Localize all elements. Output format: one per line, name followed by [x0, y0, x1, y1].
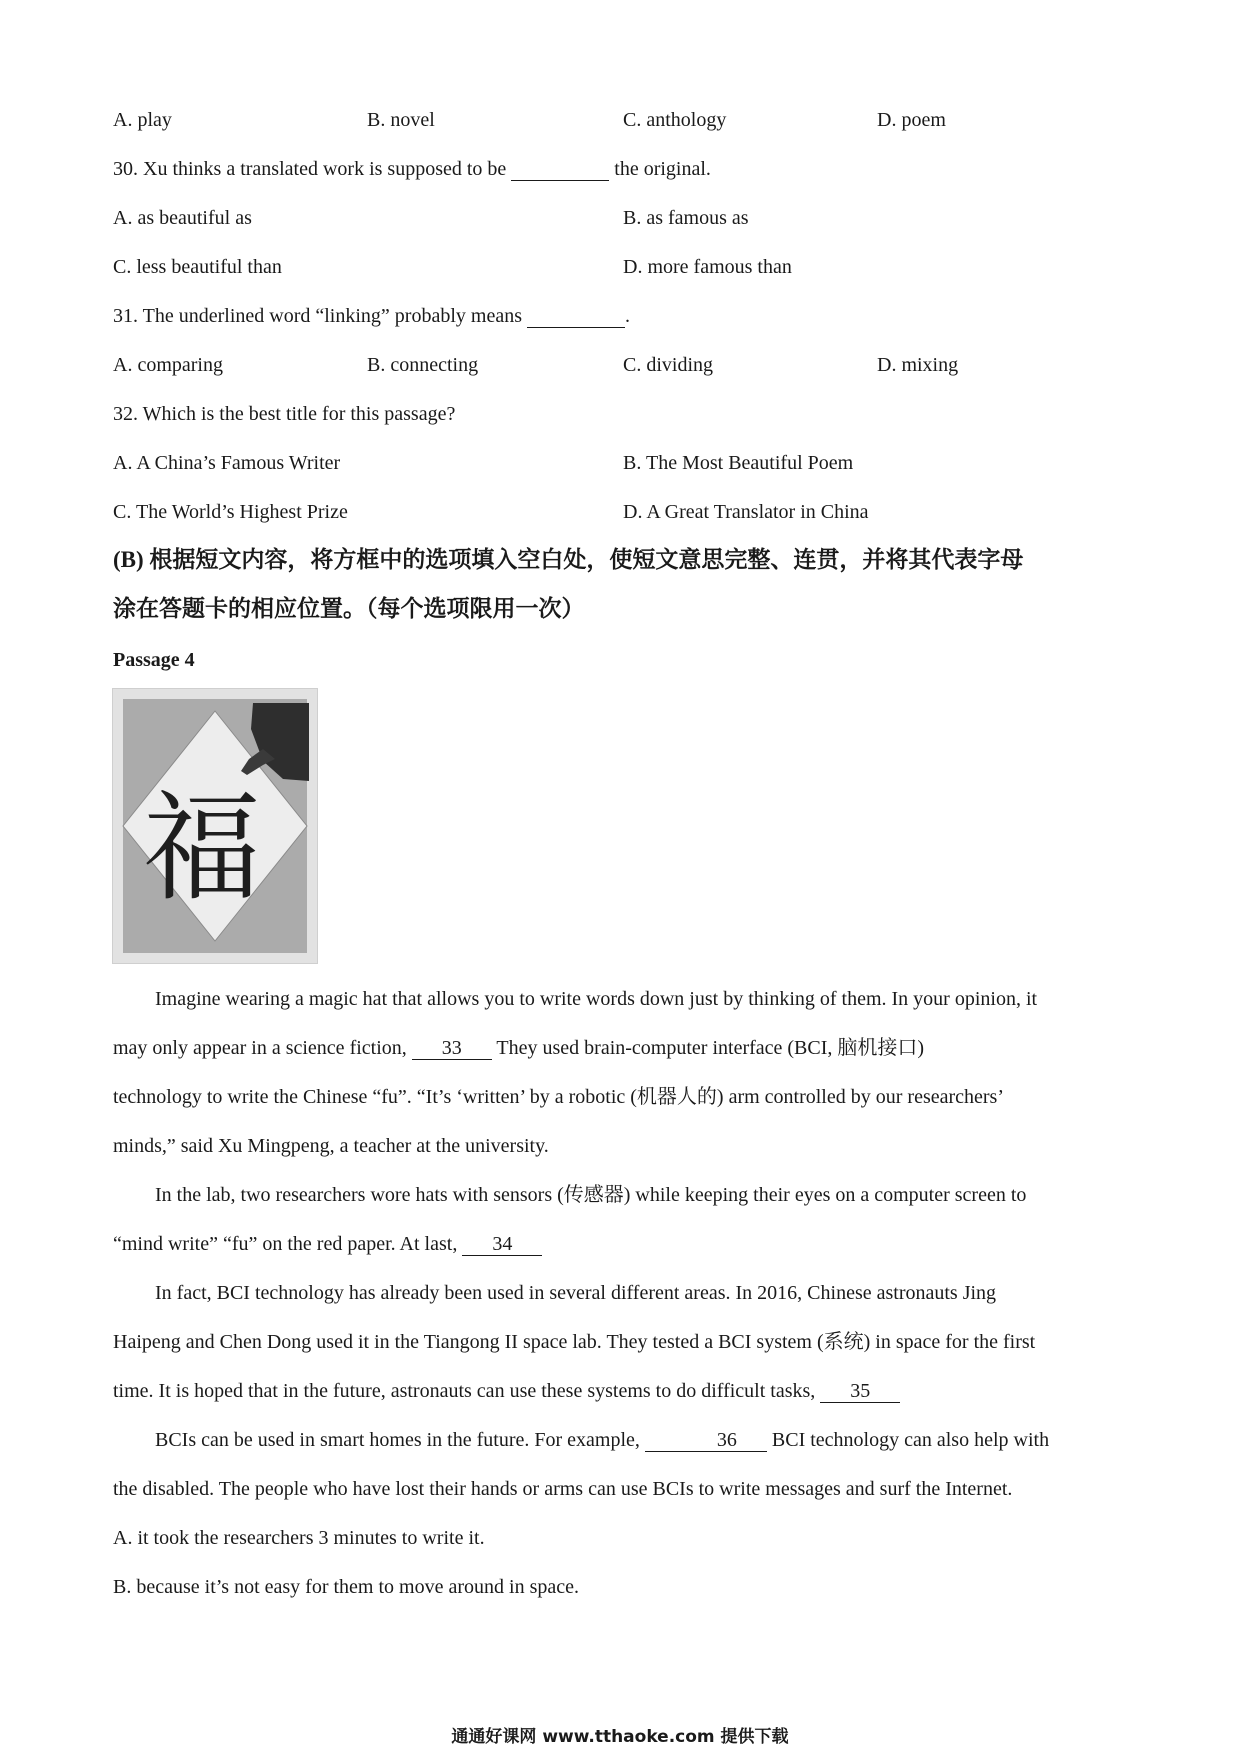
q29-option-d[interactable]: D. poem [877, 109, 946, 131]
page-footer: 通通好课网 www.tthaoke.com 提供下载 [451, 1727, 789, 1747]
p4-line1-after: BCI technology can also help with [766, 1429, 1050, 1451]
choice-a[interactable]: A. it took the researchers 3 minutes to write it. [113, 1527, 485, 1549]
p2-line2 [113, 1231, 1128, 1257]
choice-b[interactable]: B. because it’s not easy for them to move around in space. [113, 1576, 579, 1598]
p3-line1: In fact, BCI technology has already been used in several different areas. In 2016, Chinese astronauts Jing [155, 1282, 997, 1304]
q32-option-a[interactable]: A. A China’s Famous Writer [113, 452, 341, 474]
q30-stem-before: 30. Xu thinks a translated work is supposed to be [113, 158, 512, 180]
q30-stem [113, 156, 711, 182]
q30-option-c[interactable]: C. less beautiful than [113, 256, 282, 278]
section-b-instruction-line1: (B) 根据短文内容，将方框中的选项填入空白处，使短文意思完整、连贯，并将其代表字母 [113, 547, 1024, 572]
q30-option-d[interactable]: D. more famous than [623, 256, 792, 278]
p2-line1: In the lab, two researchers wore hats with sensors (传感器) while keeping their eyes on a computer screen to [155, 1184, 1027, 1206]
p2-line2-before: “mind write” “fu” on the red paper. At last, [113, 1233, 463, 1255]
q31-option-c[interactable]: C. dividing [623, 354, 714, 376]
p4-line1 [113, 1427, 1128, 1453]
q32-option-c[interactable]: C. The World’s Highest Prize [113, 501, 348, 523]
passage-title: Passage 4 [113, 649, 195, 671]
section-b-instruction-line2: 涂在答题卡的相应位置。（每个选项限用一次） [113, 596, 585, 621]
q30-stem-after: the original. [609, 158, 711, 180]
q29-option-c[interactable]: C. anthology [623, 109, 727, 131]
q31-stem-after: . [624, 305, 630, 327]
calligraphy-character: 福 [143, 779, 262, 917]
p1-line1: Imagine wearing a magic hat that allows you to write words down just by thinking of them. In your opinion, it [155, 988, 1038, 1010]
q31-option-d[interactable]: D. mixing [877, 354, 959, 376]
q29-option-a[interactable]: A. play [113, 109, 172, 131]
q29-option-b[interactable]: B. novel [367, 109, 435, 131]
blank-34[interactable]: 34 [462, 1233, 542, 1256]
p4-line2: the disabled. The people who have lost their hands or arms can use BCIs to write messages and surf the Internet. [113, 1478, 1013, 1500]
p1-line4: minds,” said Xu Mingpeng, a teacher at the university. [113, 1135, 549, 1157]
q30-option-b[interactable]: B. as famous as [623, 207, 749, 229]
blank-35[interactable]: 35 [820, 1380, 900, 1403]
q31-answer-blank [527, 305, 625, 328]
passage-photo [112, 688, 318, 964]
p1-line3: technology to write the Chinese “fu”. “It’s ‘written’ by a robotic (机器人的) arm controlled by our researchers’ [113, 1086, 1004, 1108]
q31-option-a[interactable]: A. comparing [113, 354, 223, 376]
p1-line2 [113, 1035, 1128, 1061]
p4-line1-before: BCIs can be used in smart homes in the future. For example, [155, 1429, 645, 1451]
p3-line2: Haipeng and Chen Dong used it in the Tiangong II space lab. They tested a BCI system (系统) in space for the first [113, 1331, 1036, 1353]
p1-line2-after: They used brain-computer interface (BCI, 脑机接口) [491, 1037, 925, 1059]
q32-option-d[interactable]: D. A Great Translator in China [623, 501, 869, 523]
calligraphy-photo-image [113, 689, 317, 963]
blank-33[interactable]: 33 [412, 1037, 492, 1060]
q31-stem-before: 31. The underlined word “linking” probably means [113, 305, 527, 327]
p1-line2-before: may only appear in a science fiction, [113, 1037, 412, 1059]
q31-option-b[interactable]: B. connecting [367, 354, 479, 376]
q30-option-a[interactable]: A. as beautiful as [113, 207, 252, 229]
q31-stem [113, 303, 630, 329]
q32-option-b[interactable]: B. The Most Beautiful Poem [623, 452, 854, 474]
p3-line3-before: time. It is hoped that in the future, astronauts can use these systems to do difficult tasks, [113, 1380, 821, 1402]
q30-answer-blank [511, 158, 609, 181]
blank-36[interactable]: 36 [645, 1429, 767, 1452]
q32-stem: 32. Which is the best title for this passage? [113, 403, 456, 425]
p3-line3 [113, 1378, 1128, 1404]
